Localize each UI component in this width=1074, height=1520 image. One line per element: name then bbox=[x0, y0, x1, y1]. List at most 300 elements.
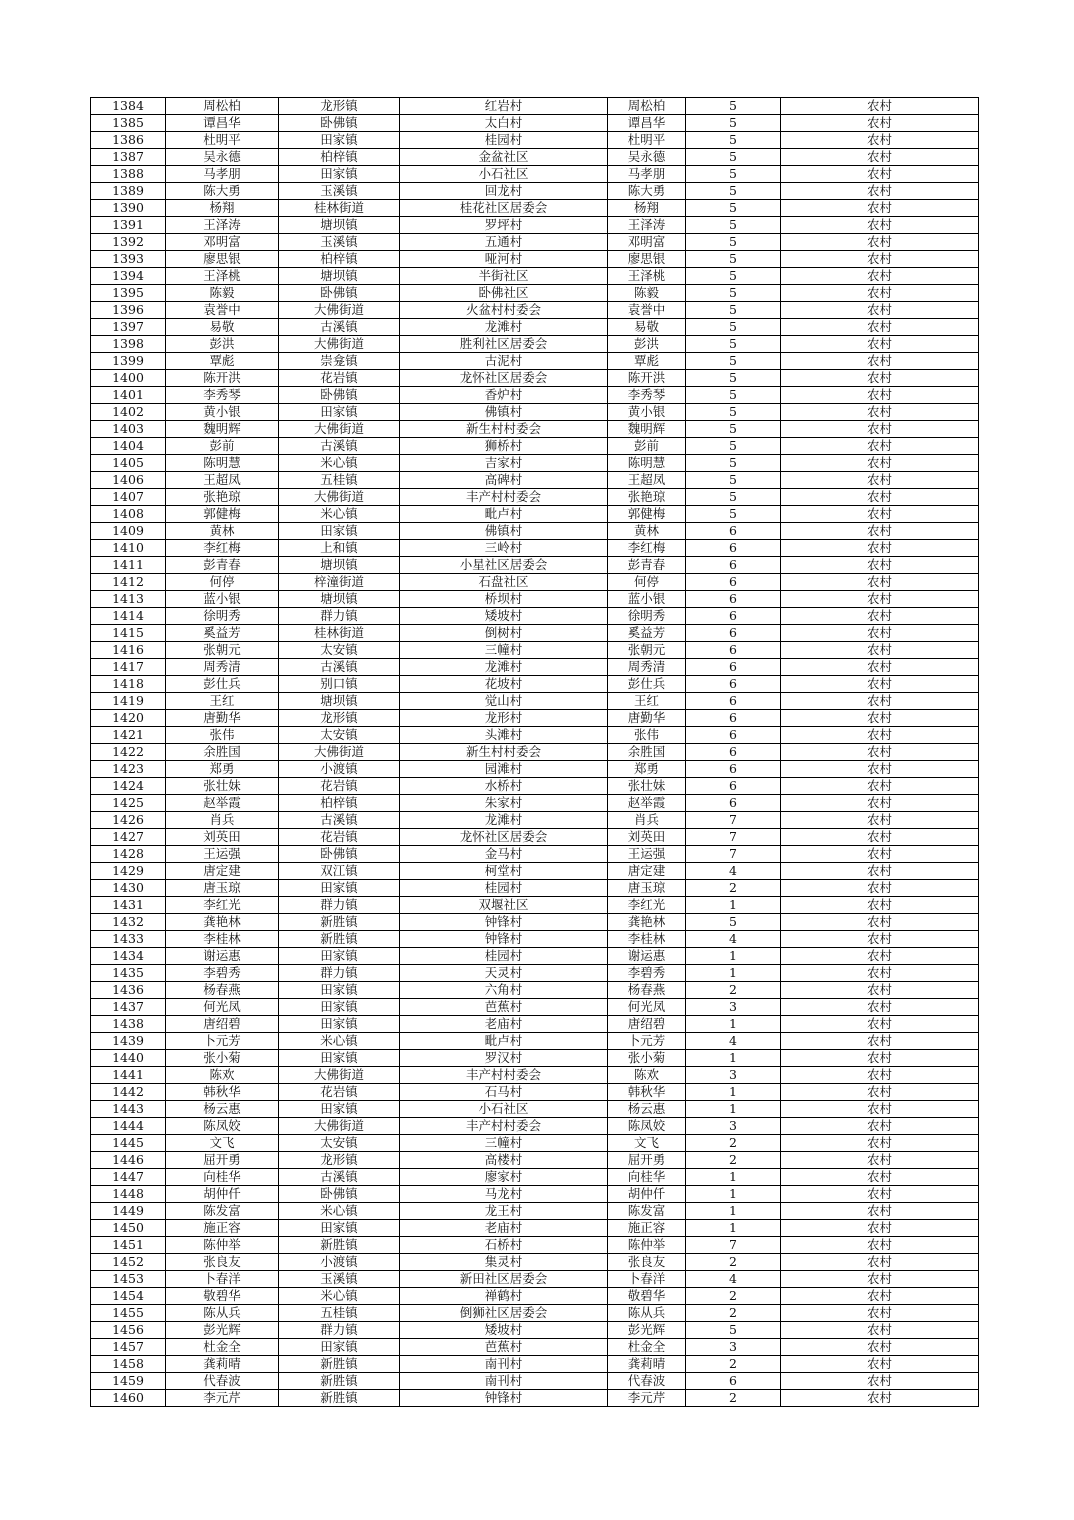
row-number-cell: 1423 bbox=[91, 761, 166, 778]
table-row bbox=[91, 1305, 979, 1322]
recipient-cell: 彭仕兵 bbox=[608, 676, 686, 693]
count-cell: 6 bbox=[686, 608, 781, 625]
count-cell: 1 bbox=[686, 1084, 781, 1101]
town-cell: 龙形镇 bbox=[279, 710, 400, 727]
count-cell: 5 bbox=[686, 404, 781, 421]
village-cell: 香炉村 bbox=[400, 387, 608, 404]
town-cell: 玉溪镇 bbox=[279, 234, 400, 251]
category-cell: 农村 bbox=[781, 1322, 979, 1339]
category-cell: 农村 bbox=[781, 455, 979, 472]
recipient-cell: 施正容 bbox=[608, 1220, 686, 1237]
village-cell: 老庙村 bbox=[400, 1016, 608, 1033]
count-cell: 2 bbox=[686, 1356, 781, 1373]
town-cell: 小渡镇 bbox=[279, 1254, 400, 1271]
name-cell: 周秀清 bbox=[166, 659, 279, 676]
records-table-body bbox=[91, 98, 979, 1407]
table-row bbox=[91, 1322, 979, 1339]
row-number-cell: 1396 bbox=[91, 302, 166, 319]
town-cell: 五桂镇 bbox=[279, 1305, 400, 1322]
category-cell: 农村 bbox=[781, 965, 979, 982]
village-cell: 廖家村 bbox=[400, 1169, 608, 1186]
name-cell: 卜元芳 bbox=[166, 1033, 279, 1050]
name-cell: 陈开洪 bbox=[166, 370, 279, 387]
category-cell: 农村 bbox=[781, 1033, 979, 1050]
row-number-cell: 1416 bbox=[91, 642, 166, 659]
name-cell: 王泽桃 bbox=[166, 268, 279, 285]
category-cell: 农村 bbox=[781, 506, 979, 523]
name-cell: 杨春燕 bbox=[166, 982, 279, 999]
category-cell: 农村 bbox=[781, 642, 979, 659]
table-row bbox=[91, 676, 979, 693]
table-row bbox=[91, 727, 979, 744]
row-number-cell: 1391 bbox=[91, 217, 166, 234]
table-row bbox=[91, 1016, 979, 1033]
row-number-cell: 1460 bbox=[91, 1390, 166, 1407]
category-cell: 农村 bbox=[781, 183, 979, 200]
name-cell: 李红梅 bbox=[166, 540, 279, 557]
row-number-cell: 1413 bbox=[91, 591, 166, 608]
recipient-cell: 何光凤 bbox=[608, 999, 686, 1016]
count-cell: 6 bbox=[686, 778, 781, 795]
recipient-cell: 谢运惠 bbox=[608, 948, 686, 965]
table-row bbox=[91, 370, 979, 387]
count-cell: 5 bbox=[686, 319, 781, 336]
category-cell: 农村 bbox=[781, 1356, 979, 1373]
count-cell: 6 bbox=[686, 676, 781, 693]
count-cell: 5 bbox=[686, 1322, 781, 1339]
category-cell: 农村 bbox=[781, 1101, 979, 1118]
count-cell: 5 bbox=[686, 353, 781, 370]
category-cell: 农村 bbox=[781, 897, 979, 914]
town-cell: 田家镇 bbox=[279, 1016, 400, 1033]
count-cell: 3 bbox=[686, 1067, 781, 1084]
village-cell: 桂园村 bbox=[400, 880, 608, 897]
category-cell: 农村 bbox=[781, 795, 979, 812]
table-row bbox=[91, 523, 979, 540]
count-cell: 1 bbox=[686, 1186, 781, 1203]
count-cell: 2 bbox=[686, 1305, 781, 1322]
town-cell: 古溪镇 bbox=[279, 659, 400, 676]
town-cell: 卧佛镇 bbox=[279, 1186, 400, 1203]
count-cell: 1 bbox=[686, 1016, 781, 1033]
row-number-cell: 1434 bbox=[91, 948, 166, 965]
count-cell: 5 bbox=[686, 98, 781, 115]
row-number-cell: 1427 bbox=[91, 829, 166, 846]
village-cell: 新生村村委会 bbox=[400, 744, 608, 761]
table-row bbox=[91, 455, 979, 472]
village-cell: 桂园村 bbox=[400, 132, 608, 149]
recipient-cell: 杜明平 bbox=[608, 132, 686, 149]
name-cell: 胡仲仟 bbox=[166, 1186, 279, 1203]
row-number-cell: 1443 bbox=[91, 1101, 166, 1118]
category-cell: 农村 bbox=[781, 1050, 979, 1067]
row-number-cell: 1392 bbox=[91, 234, 166, 251]
row-number-cell: 1395 bbox=[91, 285, 166, 302]
table-row bbox=[91, 1169, 979, 1186]
category-cell: 农村 bbox=[781, 438, 979, 455]
table-row bbox=[91, 302, 979, 319]
name-cell: 王红 bbox=[166, 693, 279, 710]
row-number-cell: 1440 bbox=[91, 1050, 166, 1067]
row-number-cell: 1457 bbox=[91, 1339, 166, 1356]
name-cell: 龚莉晴 bbox=[166, 1356, 279, 1373]
recipient-cell: 余胜国 bbox=[608, 744, 686, 761]
town-cell: 古溪镇 bbox=[279, 812, 400, 829]
town-cell: 新胜镇 bbox=[279, 1390, 400, 1407]
count-cell: 5 bbox=[686, 506, 781, 523]
row-number-cell: 1452 bbox=[91, 1254, 166, 1271]
town-cell: 塘坝镇 bbox=[279, 693, 400, 710]
table-row bbox=[91, 999, 979, 1016]
count-cell: 6 bbox=[686, 574, 781, 591]
table-row bbox=[91, 387, 979, 404]
name-cell: 刘英田 bbox=[166, 829, 279, 846]
count-cell: 6 bbox=[686, 591, 781, 608]
table-row bbox=[91, 710, 979, 727]
row-number-cell: 1397 bbox=[91, 319, 166, 336]
town-cell: 米心镇 bbox=[279, 1033, 400, 1050]
name-cell: 张良友 bbox=[166, 1254, 279, 1271]
recipient-cell: 李红光 bbox=[608, 897, 686, 914]
row-number-cell: 1387 bbox=[91, 149, 166, 166]
records-table bbox=[90, 97, 979, 1407]
table-row bbox=[91, 1186, 979, 1203]
village-cell: 南刊村 bbox=[400, 1356, 608, 1373]
category-cell: 农村 bbox=[781, 523, 979, 540]
recipient-cell: 陈发富 bbox=[608, 1203, 686, 1220]
count-cell: 3 bbox=[686, 1118, 781, 1135]
recipient-cell: 张小菊 bbox=[608, 1050, 686, 1067]
table-row bbox=[91, 846, 979, 863]
village-cell: 丰产村村委会 bbox=[400, 1067, 608, 1084]
name-cell: 徐明秀 bbox=[166, 608, 279, 625]
category-cell: 农村 bbox=[781, 1135, 979, 1152]
count-cell: 5 bbox=[686, 914, 781, 931]
row-number-cell: 1403 bbox=[91, 421, 166, 438]
count-cell: 1 bbox=[686, 1220, 781, 1237]
category-cell: 农村 bbox=[781, 132, 979, 149]
category-cell: 农村 bbox=[781, 370, 979, 387]
table-row bbox=[91, 1390, 979, 1407]
recipient-cell: 陈仲举 bbox=[608, 1237, 686, 1254]
table-row bbox=[91, 132, 979, 149]
category-cell: 农村 bbox=[781, 727, 979, 744]
count-cell: 6 bbox=[686, 625, 781, 642]
count-cell: 7 bbox=[686, 812, 781, 829]
village-cell: 金盆社区 bbox=[400, 149, 608, 166]
town-cell: 大佛街道 bbox=[279, 744, 400, 761]
table-row bbox=[91, 744, 979, 761]
category-cell: 农村 bbox=[781, 1390, 979, 1407]
table-row bbox=[91, 285, 979, 302]
count-cell: 7 bbox=[686, 829, 781, 846]
town-cell: 群力镇 bbox=[279, 965, 400, 982]
village-cell: 钟锋村 bbox=[400, 914, 608, 931]
name-cell: 吴永德 bbox=[166, 149, 279, 166]
count-cell: 4 bbox=[686, 1033, 781, 1050]
row-number-cell: 1421 bbox=[91, 727, 166, 744]
town-cell: 塘坝镇 bbox=[279, 591, 400, 608]
village-cell: 石马村 bbox=[400, 1084, 608, 1101]
recipient-cell: 杨云惠 bbox=[608, 1101, 686, 1118]
row-number-cell: 1401 bbox=[91, 387, 166, 404]
category-cell: 农村 bbox=[781, 948, 979, 965]
village-cell: 桥坝村 bbox=[400, 591, 608, 608]
name-cell: 彭洪 bbox=[166, 336, 279, 353]
row-number-cell: 1446 bbox=[91, 1152, 166, 1169]
table-row bbox=[91, 421, 979, 438]
town-cell: 新胜镇 bbox=[279, 914, 400, 931]
name-cell: 余胜国 bbox=[166, 744, 279, 761]
count-cell: 5 bbox=[686, 302, 781, 319]
category-cell: 农村 bbox=[781, 982, 979, 999]
row-number-cell: 1456 bbox=[91, 1322, 166, 1339]
recipient-cell: 马孝朋 bbox=[608, 166, 686, 183]
village-cell: 朱家村 bbox=[400, 795, 608, 812]
count-cell: 2 bbox=[686, 880, 781, 897]
village-cell: 小星社区居委会 bbox=[400, 557, 608, 574]
category-cell: 农村 bbox=[781, 421, 979, 438]
town-cell: 古溪镇 bbox=[279, 1169, 400, 1186]
recipient-cell: 蓝小银 bbox=[608, 591, 686, 608]
town-cell: 群力镇 bbox=[279, 608, 400, 625]
recipient-cell: 周松柏 bbox=[608, 98, 686, 115]
village-cell: 龙怀社区居委会 bbox=[400, 370, 608, 387]
category-cell: 农村 bbox=[781, 1067, 979, 1084]
town-cell: 米心镇 bbox=[279, 506, 400, 523]
village-cell: 红岩村 bbox=[400, 98, 608, 115]
town-cell: 花岩镇 bbox=[279, 829, 400, 846]
category-cell: 农村 bbox=[781, 336, 979, 353]
table-row bbox=[91, 1373, 979, 1390]
village-cell: 高楼村 bbox=[400, 1152, 608, 1169]
count-cell: 6 bbox=[686, 1373, 781, 1390]
town-cell: 田家镇 bbox=[279, 1101, 400, 1118]
row-number-cell: 1402 bbox=[91, 404, 166, 421]
name-cell: 屈开勇 bbox=[166, 1152, 279, 1169]
table-row bbox=[91, 183, 979, 200]
count-cell: 4 bbox=[686, 1271, 781, 1288]
recipient-cell: 陈欢 bbox=[608, 1067, 686, 1084]
village-cell: 佛镇村 bbox=[400, 523, 608, 540]
name-cell: 唐定建 bbox=[166, 863, 279, 880]
village-cell: 罗汉村 bbox=[400, 1050, 608, 1067]
town-cell: 小渡镇 bbox=[279, 761, 400, 778]
table-row bbox=[91, 540, 979, 557]
name-cell: 陈从兵 bbox=[166, 1305, 279, 1322]
town-cell: 上和镇 bbox=[279, 540, 400, 557]
town-cell: 卧佛镇 bbox=[279, 285, 400, 302]
town-cell: 田家镇 bbox=[279, 999, 400, 1016]
count-cell: 5 bbox=[686, 268, 781, 285]
name-cell: 张小菊 bbox=[166, 1050, 279, 1067]
name-cell: 杜金全 bbox=[166, 1339, 279, 1356]
village-cell: 卧佛社区 bbox=[400, 285, 608, 302]
name-cell: 黄小银 bbox=[166, 404, 279, 421]
category-cell: 农村 bbox=[781, 1118, 979, 1135]
count-cell: 6 bbox=[686, 642, 781, 659]
town-cell: 桂林街道 bbox=[279, 200, 400, 217]
category-cell: 农村 bbox=[781, 234, 979, 251]
name-cell: 黄林 bbox=[166, 523, 279, 540]
village-cell: 毗卢村 bbox=[400, 1033, 608, 1050]
table-row bbox=[91, 1050, 979, 1067]
recipient-cell: 奚益芳 bbox=[608, 625, 686, 642]
recipient-cell: 魏明辉 bbox=[608, 421, 686, 438]
village-cell: 火盆村村委会 bbox=[400, 302, 608, 319]
row-number-cell: 1435 bbox=[91, 965, 166, 982]
table-row bbox=[91, 1084, 979, 1101]
recipient-cell: 郭健梅 bbox=[608, 506, 686, 523]
name-cell: 覃彪 bbox=[166, 353, 279, 370]
row-number-cell: 1418 bbox=[91, 676, 166, 693]
category-cell: 农村 bbox=[781, 1169, 979, 1186]
category-cell: 农村 bbox=[781, 540, 979, 557]
row-number-cell: 1451 bbox=[91, 1237, 166, 1254]
name-cell: 唐绍碧 bbox=[166, 1016, 279, 1033]
recipient-cell: 文飞 bbox=[608, 1135, 686, 1152]
count-cell: 2 bbox=[686, 1390, 781, 1407]
town-cell: 龙形镇 bbox=[279, 98, 400, 115]
category-cell: 农村 bbox=[781, 914, 979, 931]
name-cell: 张伟 bbox=[166, 727, 279, 744]
recipient-cell: 龚艳林 bbox=[608, 914, 686, 931]
table-row bbox=[91, 625, 979, 642]
row-number-cell: 1385 bbox=[91, 115, 166, 132]
village-cell: 柯堂村 bbox=[400, 863, 608, 880]
name-cell: 敬碧华 bbox=[166, 1288, 279, 1305]
recipient-cell: 王红 bbox=[608, 693, 686, 710]
row-number-cell: 1393 bbox=[91, 251, 166, 268]
table-row bbox=[91, 931, 979, 948]
name-cell: 王泽涛 bbox=[166, 217, 279, 234]
recipient-cell: 袁誉中 bbox=[608, 302, 686, 319]
row-number-cell: 1447 bbox=[91, 1169, 166, 1186]
count-cell: 7 bbox=[686, 1237, 781, 1254]
count-cell: 5 bbox=[686, 455, 781, 472]
name-cell: 陈发富 bbox=[166, 1203, 279, 1220]
count-cell: 2 bbox=[686, 1135, 781, 1152]
count-cell: 5 bbox=[686, 251, 781, 268]
recipient-cell: 杨翔 bbox=[608, 200, 686, 217]
recipient-cell: 张壮妹 bbox=[608, 778, 686, 795]
village-cell: 园滩村 bbox=[400, 761, 608, 778]
recipient-cell: 王运强 bbox=[608, 846, 686, 863]
name-cell: 龚艳林 bbox=[166, 914, 279, 931]
table-row bbox=[91, 948, 979, 965]
category-cell: 农村 bbox=[781, 353, 979, 370]
town-cell: 田家镇 bbox=[279, 1050, 400, 1067]
town-cell: 田家镇 bbox=[279, 404, 400, 421]
category-cell: 农村 bbox=[781, 863, 979, 880]
town-cell: 田家镇 bbox=[279, 982, 400, 999]
row-number-cell: 1422 bbox=[91, 744, 166, 761]
row-number-cell: 1384 bbox=[91, 98, 166, 115]
village-cell: 石盘社区 bbox=[400, 574, 608, 591]
count-cell: 4 bbox=[686, 863, 781, 880]
recipient-cell: 张朝元 bbox=[608, 642, 686, 659]
name-cell: 陈大勇 bbox=[166, 183, 279, 200]
town-cell: 双江镇 bbox=[279, 863, 400, 880]
town-cell: 群力镇 bbox=[279, 897, 400, 914]
name-cell: 张壮妹 bbox=[166, 778, 279, 795]
row-number-cell: 1432 bbox=[91, 914, 166, 931]
row-number-cell: 1415 bbox=[91, 625, 166, 642]
name-cell: 袁誉中 bbox=[166, 302, 279, 319]
recipient-cell: 韩秋华 bbox=[608, 1084, 686, 1101]
row-number-cell: 1442 bbox=[91, 1084, 166, 1101]
category-cell: 农村 bbox=[781, 693, 979, 710]
name-cell: 张朝元 bbox=[166, 642, 279, 659]
recipient-cell: 覃彪 bbox=[608, 353, 686, 370]
town-cell: 花岩镇 bbox=[279, 778, 400, 795]
table-row bbox=[91, 812, 979, 829]
village-cell: 小石社区 bbox=[400, 1101, 608, 1118]
count-cell: 6 bbox=[686, 795, 781, 812]
count-cell: 6 bbox=[686, 744, 781, 761]
category-cell: 农村 bbox=[781, 1186, 979, 1203]
count-cell: 5 bbox=[686, 370, 781, 387]
village-cell: 倒树村 bbox=[400, 625, 608, 642]
table-row bbox=[91, 642, 979, 659]
village-cell: 胜利社区居委会 bbox=[400, 336, 608, 353]
village-cell: 钟锋村 bbox=[400, 931, 608, 948]
town-cell: 古溪镇 bbox=[279, 319, 400, 336]
town-cell: 大佛街道 bbox=[279, 336, 400, 353]
village-cell: 桂花社区居委会 bbox=[400, 200, 608, 217]
category-cell: 农村 bbox=[781, 1271, 979, 1288]
recipient-cell: 唐定建 bbox=[608, 863, 686, 880]
name-cell: 李碧秀 bbox=[166, 965, 279, 982]
row-number-cell: 1399 bbox=[91, 353, 166, 370]
row-number-cell: 1445 bbox=[91, 1135, 166, 1152]
recipient-cell: 向桂华 bbox=[608, 1169, 686, 1186]
town-cell: 花岩镇 bbox=[279, 370, 400, 387]
town-cell: 卧佛镇 bbox=[279, 387, 400, 404]
table-row bbox=[91, 982, 979, 999]
table-row bbox=[91, 200, 979, 217]
village-cell: 狮桥村 bbox=[400, 438, 608, 455]
category-cell: 农村 bbox=[781, 1254, 979, 1271]
table-row bbox=[91, 829, 979, 846]
row-number-cell: 1406 bbox=[91, 472, 166, 489]
name-cell: 何停 bbox=[166, 574, 279, 591]
town-cell: 塘坝镇 bbox=[279, 268, 400, 285]
town-cell: 别口镇 bbox=[279, 676, 400, 693]
town-cell: 大佛街道 bbox=[279, 302, 400, 319]
village-cell: 芭蕉村 bbox=[400, 1339, 608, 1356]
category-cell: 农村 bbox=[781, 710, 979, 727]
town-cell: 崇龛镇 bbox=[279, 353, 400, 370]
name-cell: 文飞 bbox=[166, 1135, 279, 1152]
count-cell: 5 bbox=[686, 438, 781, 455]
category-cell: 农村 bbox=[781, 1305, 979, 1322]
village-cell: 矮坡村 bbox=[400, 1322, 608, 1339]
village-cell: 双堰社区 bbox=[400, 897, 608, 914]
town-cell: 太安镇 bbox=[279, 642, 400, 659]
recipient-cell: 彭青春 bbox=[608, 557, 686, 574]
town-cell: 群力镇 bbox=[279, 1322, 400, 1339]
recipient-cell: 周秀清 bbox=[608, 659, 686, 676]
recipient-cell: 易敬 bbox=[608, 319, 686, 336]
count-cell: 3 bbox=[686, 1339, 781, 1356]
table-row bbox=[91, 1271, 979, 1288]
category-cell: 农村 bbox=[781, 846, 979, 863]
category-cell: 农村 bbox=[781, 608, 979, 625]
village-cell: 头滩村 bbox=[400, 727, 608, 744]
row-number-cell: 1386 bbox=[91, 132, 166, 149]
recipient-cell: 龚莉晴 bbox=[608, 1356, 686, 1373]
